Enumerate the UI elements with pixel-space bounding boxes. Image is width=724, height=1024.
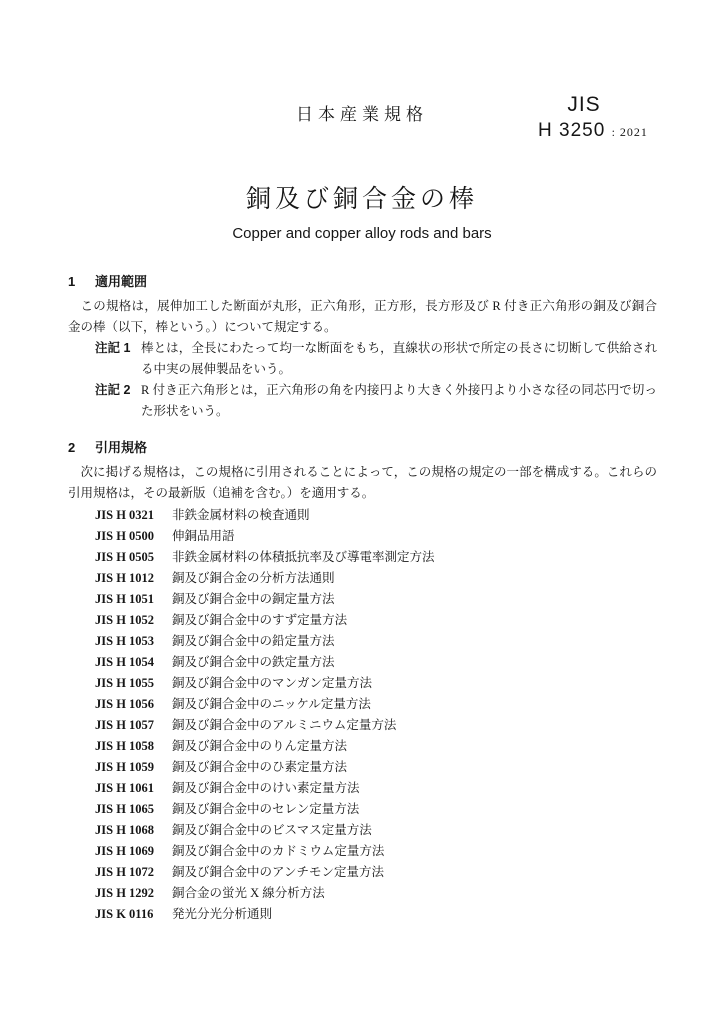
- reference-title: 銅及び銅合金中のひ素定量方法: [172, 760, 348, 774]
- reference-code: JIS H 0321: [95, 508, 155, 522]
- reference-code: JIS H 1072: [95, 865, 155, 879]
- reference-title: 非鉄金属材料の検査通則: [172, 508, 310, 522]
- reference-title: 銅及び銅合金中の鉄定量方法: [172, 655, 335, 669]
- reference-item: [95, 568, 657, 589]
- section-heading-label: 引用規格: [95, 440, 148, 455]
- reference-title: 銅及び銅合金中のカドミウム定量方法: [172, 844, 385, 858]
- reference-code: JIS H 1054: [95, 655, 155, 669]
- note-item: [95, 338, 657, 380]
- note-label: 注記 2: [95, 383, 131, 397]
- reference-code: JIS H 0500: [95, 529, 155, 543]
- scope-paragraph: この規格は，展伸加工した断面が丸形，正六角形，正方形，長方形及び R 付き正六角形の銅及び銅合金の棒（以下，棒という。）について規定する。: [68, 299, 657, 334]
- reference-item: [95, 526, 657, 547]
- section-number: 1: [68, 274, 76, 289]
- reference-title: 銅及び銅合金中のアンチモン定量方法: [172, 865, 385, 879]
- reference-title: 銅及び銅合金中のけい素定量方法: [172, 781, 360, 795]
- reference-title: 銅及び銅合金中の銅定量方法: [172, 592, 335, 606]
- reference-code: JIS H 1012: [95, 571, 155, 585]
- reference-code: JIS H 1055: [95, 676, 155, 690]
- reference-item: [95, 904, 657, 925]
- reference-item: [95, 589, 657, 610]
- reference-code: JIS H 1052: [95, 613, 155, 627]
- reference-title: 銅及び銅合金中のすず定量方法: [172, 613, 348, 627]
- standard-number: H 3250: [538, 120, 606, 142]
- reference-code: JIS H 1292: [95, 886, 155, 900]
- note-item: [95, 380, 657, 422]
- reference-item: [95, 505, 657, 526]
- standard-brand: JIS: [567, 93, 601, 116]
- note-text: R 付き正六角形とは，正六角形の角を内接円より大きく外接円より小さな径の同芯円で切った形状をいう。: [141, 383, 657, 418]
- reference-item: [95, 652, 657, 673]
- standard-year: : 2021: [611, 125, 648, 140]
- reference-item: [95, 883, 657, 904]
- reference-title: 伸銅品用語: [172, 529, 235, 543]
- reference-item: [95, 673, 657, 694]
- reference-code: JIS H 1059: [95, 760, 155, 774]
- issuing-organization: 日本産業規格: [296, 105, 428, 124]
- reference-title: 銅合金の蛍光 X 線分析方法: [172, 886, 325, 900]
- note-label: 注記 1: [95, 341, 131, 355]
- reference-item: [95, 715, 657, 736]
- reference-title: 銅及び銅合金の分析方法通則: [172, 571, 335, 585]
- document-title-japanese: 銅及び銅合金の棒: [245, 185, 478, 213]
- standard-number-line: [538, 120, 656, 143]
- reference-item: [95, 862, 657, 883]
- reference-item: [95, 820, 657, 841]
- reference-item: [95, 547, 657, 568]
- document-title-english: Copper and copper alloy rods and bars: [232, 225, 492, 242]
- reference-code: JIS H 0505: [95, 550, 155, 564]
- reference-item: [95, 799, 657, 820]
- references-paragraph: 次に掲げる規格は，この規格に引用されることによって，この規格の規定の一部を構成する。これらの引用規格は，その最新版（追補を含む。）を適用する。: [68, 465, 657, 500]
- reference-code: JIS H 1065: [95, 802, 155, 816]
- reference-title: 銅及び銅合金中のビスマス定量方法: [172, 823, 372, 837]
- section-number: 2: [68, 440, 76, 455]
- reference-item: [95, 610, 657, 631]
- standard-designation-block: [538, 92, 656, 143]
- section-scope: [68, 273, 657, 422]
- reference-title: 銅及び銅合金中の鉛定量方法: [172, 634, 335, 648]
- reference-code: JIS H 1061: [95, 781, 155, 795]
- section-heading: [68, 439, 657, 456]
- reference-title: 銅及び銅合金中のマンガン定量方法: [172, 676, 373, 690]
- reference-code: JIS H 1057: [95, 718, 155, 732]
- reference-list: [68, 505, 657, 925]
- reference-item: [95, 694, 657, 715]
- reference-code: JIS H 1056: [95, 697, 155, 711]
- scope-notes: [68, 338, 657, 422]
- reference-title: 非鉄金属材料の体積抵抗率及び導電率測定方法: [172, 550, 435, 564]
- reference-title: 銅及び銅合金中のニッケル定量方法: [172, 697, 371, 711]
- reference-item: [95, 841, 657, 862]
- section-heading: [68, 273, 657, 290]
- reference-title: 銅及び銅合金中のりん定量方法: [172, 739, 348, 753]
- reference-code: JIS H 1051: [95, 592, 155, 606]
- reference-item: [95, 757, 657, 778]
- reference-code: JIS H 1058: [95, 739, 155, 753]
- reference-item: [95, 736, 657, 757]
- reference-title: 銅及び銅合金中のアルミニウム定量方法: [172, 718, 397, 732]
- section-heading-label: 適用範囲: [95, 274, 148, 289]
- reference-item: [95, 631, 657, 652]
- reference-title: 発光分光分析通則: [172, 907, 273, 921]
- section-normative-references: [68, 439, 657, 925]
- note-text: 棒とは，全長にわたって均一な断面をもち，直線状の形状で所定の長さに切断して供給される中実の展伸製品をいう。: [141, 341, 657, 376]
- reference-code: JIS H 1069: [95, 844, 155, 858]
- reference-item: [95, 778, 657, 799]
- reference-title: 銅及び銅合金中のセレン定量方法: [172, 802, 360, 816]
- reference-code: JIS H 1068: [95, 823, 155, 837]
- reference-code: JIS H 1053: [95, 634, 155, 648]
- reference-code: JIS K 0116: [95, 907, 154, 921]
